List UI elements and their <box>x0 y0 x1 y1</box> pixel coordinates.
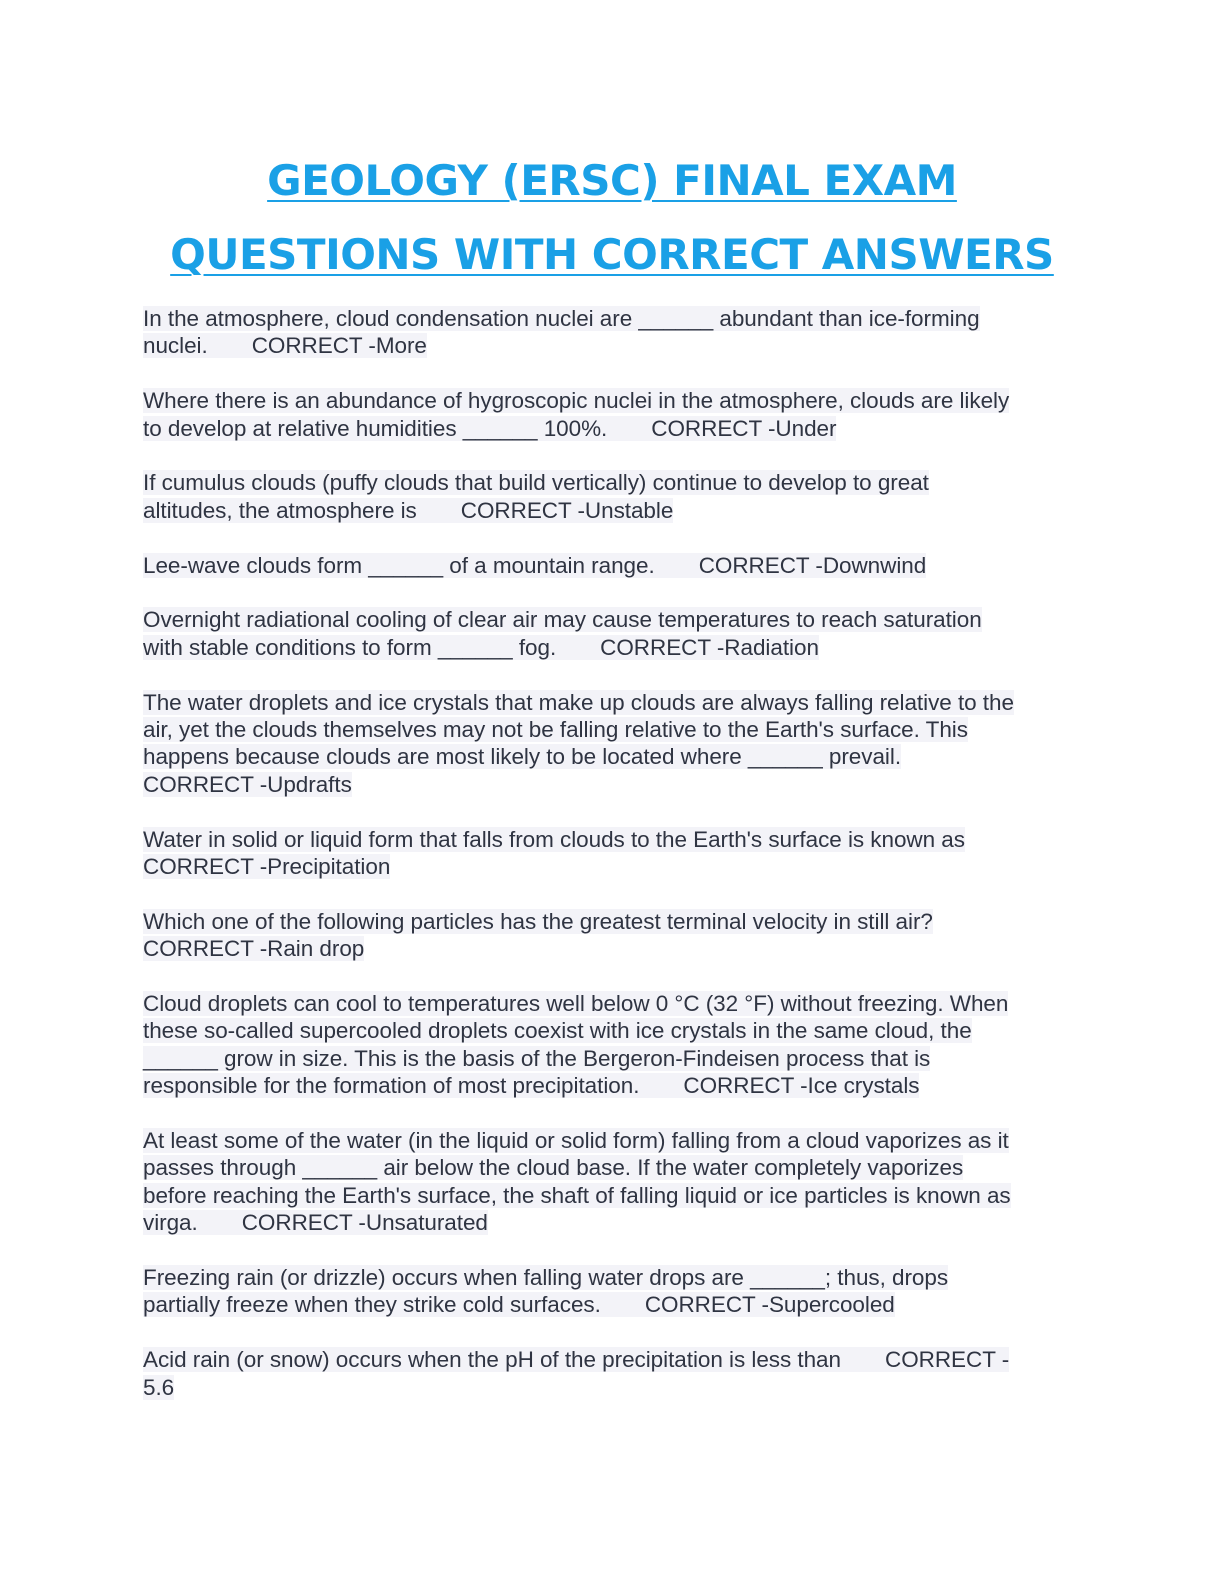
answer-text: CORRECT -Unstable <box>460 497 674 523</box>
qa-item <box>143 469 1083 524</box>
answer-text: CORRECT -Unsaturated <box>241 1210 488 1236</box>
question-text: before reaching the Earth's surface, the shaft of falling liquid or ice particles is known as <box>143 1182 1011 1208</box>
answer-text: CORRECT -Downwind <box>698 552 927 578</box>
answer-text: CORRECT -Radiation <box>600 634 819 660</box>
question-text: virga. <box>143 1210 198 1236</box>
answer-text: 5.6 <box>143 1374 175 1400</box>
question-text: these so-called supercooled droplets coexist with ice crystals in the same cloud, the <box>143 1018 972 1044</box>
question-text: In the atmosphere, cloud condensation nuclei are ______ abundant than ice-forming <box>143 306 980 331</box>
answer-text: CORRECT - <box>885 1347 1010 1373</box>
question-text: with stable conditions to form ______ fog. <box>143 634 557 660</box>
qa-item <box>143 305 1083 360</box>
answer-text: CORRECT -Ice crystals <box>683 1073 920 1099</box>
question-text: to develop at relative humidities ______ 100%. <box>143 415 608 441</box>
question-text: altitudes, the atmosphere is <box>143 497 417 523</box>
answer-text: CORRECT -Rain drop <box>143 936 365 962</box>
question-text: Freezing rain (or drizzle) occurs when falling water drops are ______; thus, drops <box>143 1265 949 1291</box>
qa-item <box>143 387 1083 442</box>
question-text: responsible for the formation of most precipitation. <box>143 1073 640 1099</box>
question-text: Which one of the following particles has the greatest terminal velocity in still air? <box>143 908 933 934</box>
title-line-1: GEOLOGY (ERSC) FINAL EXAM <box>267 156 957 205</box>
question-text: Overnight radiational cooling of clear air may cause temperatures to reach saturation <box>143 607 982 633</box>
question-text: Lee-wave clouds form ______ of a mountain range. <box>143 552 655 578</box>
answer-text: CORRECT -More <box>251 333 427 359</box>
qa-item <box>143 1264 1083 1319</box>
qa-item <box>143 552 1083 579</box>
question-text: At least some of the water (in the liquid or solid form) falling from a cloud vaporizes as it <box>143 1128 1009 1154</box>
answer-text: CORRECT -Under <box>651 415 837 441</box>
question-text: happens because clouds are most likely to be located where ______ prevail. <box>143 744 902 770</box>
question-text: Cloud droplets can cool to temperatures well below 0 °C (32 °F) without freezing. When <box>143 991 1009 1017</box>
answer-text: CORRECT -Supercooled <box>644 1292 895 1318</box>
question-text: Water in solid or liquid form that falls from clouds to the Earth's surface is known as <box>143 826 965 852</box>
question-text: nuclei. <box>143 333 208 359</box>
question-text: Where there is an abundance of hygroscopic nuclei in the atmosphere, clouds are likely <box>143 388 1010 414</box>
qa-item <box>143 908 1083 963</box>
answer-text: CORRECT -Precipitation <box>143 854 391 880</box>
question-text: air, yet the clouds themselves may not be falling relative to the Earth's surface. This <box>143 717 968 743</box>
qa-item <box>143 826 1083 881</box>
answer-text: CORRECT -Updrafts <box>143 771 352 797</box>
question-text: Acid rain (or snow) occurs when the pH of the precipitation is less than <box>143 1347 841 1373</box>
question-text: passes through ______ air below the cloud base. If the water completely vaporizes <box>143 1155 964 1181</box>
qa-item <box>143 1127 1083 1237</box>
qa-item <box>143 606 1083 661</box>
qa-item <box>143 689 1083 799</box>
question-text: If cumulus clouds (puffy clouds that build vertically) continue to develop to great <box>143 470 929 496</box>
qa-item <box>143 1346 1083 1401</box>
title-line-2: QUESTIONS WITH CORRECT ANSWERS <box>170 230 1054 279</box>
question-text: The water droplets and ice crystals that make up clouds are always falling relative to the <box>143 689 1014 715</box>
qa-item <box>143 990 1083 1100</box>
question-text: ______ grow in size. This is the basis of the Bergeron-Findeisen process that is <box>143 1045 931 1071</box>
qa-list <box>143 305 1083 1428</box>
document-title <box>0 144 1224 292</box>
question-text: partially freeze when they strike cold surfaces. <box>143 1292 601 1318</box>
